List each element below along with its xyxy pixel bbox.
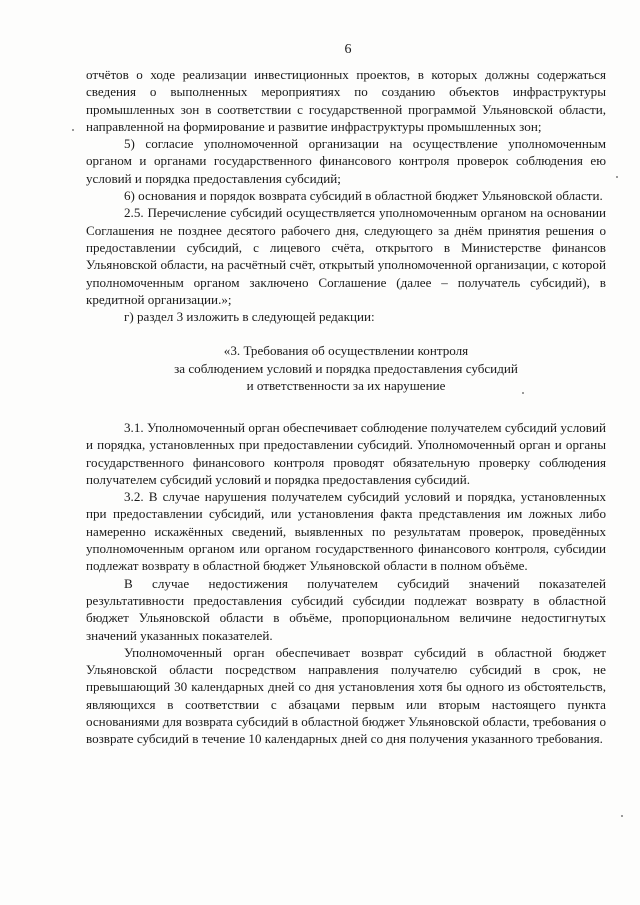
section-title-line-3: и ответственности за их нарушение [246,378,446,394]
section-3-title [86,342,606,395]
page-number: 6 [344,42,352,57]
paragraph-instruction-g: г) раздел 3 изложить в следующей редакции: [124,309,375,325]
section-title-line-1: «3. Требования об осуществлении контроля [223,343,469,359]
paragraph-reports-continuation: отчётов о ходе реализации инвестиционных проектов, в которых должны содержаться сведения о выполненных мероприятиях по созданию объектов инфраструктуры промышленных зон в соответствии с государственной программой Ульяновской области, направленной на формирование и развитие инфраструктуры промышленных зон; [86,67,606,134]
paragraph-3-2-underachievement: В случае недостижения получателем субсидий значений показателей результативности предоставления субсидий субсидии подлежат возврату в областной бюджет Ульяновской области в объёме, пропорциональном величине недостигнутых значений указанных показателей. [86,575,606,643]
paragraph-3-1: 3.1. Уполномоченный орган обеспечивает соблюдение получателем субсидий условий и порядка, установленных при предоставлении субсидий. Уполномоченный орган и органы государственного финансового контроля проводят обязательную проверку соблюдения получателем субсидий условий и порядка предоставления субсидий. [86,419,606,487]
scan-speck [522,392,524,394]
paragraph-2-5: 2.5. Перечисление субсидий осуществляется уполномоченным органом на основании Соглашения не позднее десятого рабочего дня, следующего за днём принятия решения о предоставлении субсидий, с лицевого счёта, открытого в Министерстве финансов Ульяновской области, на расчётный счёт, открытый уполномоченной организации, с которой уполномоченным органом заключено Соглашение (далее – получатель субсидий), в кредитной организации.»; [86,205,606,307]
paragraph-item-6: 6) основания и порядок возврата субсидий в областной бюджет Ульяновской области. [124,188,603,204]
scan-speck [621,815,623,817]
paragraph-3-2-return: Уполномоченный орган обеспечивает возврат субсидий в областной бюджет Ульяновской области посредством направления получателю субсидий в срок, не превышающий 30 календарных дней со дня установления хотя бы одного из обстоятельств, являющихся в соответствии с абзацами первым или вторым настоящего пункта основаниями для возврата субсидий в областной бюджет Ульяновской области, требования о возврате субсидий в течение 10 календарных дней со дня получения указанного требования. [86,644,606,747]
scan-speck [72,129,74,131]
paragraph-3-2: 3.2. В случае нарушения получателем субсидий условий и порядка, установленных при предоставлении субсидий, или установления факта представления им ложных либо намеренно искажённых сведений, выявленных по результатам проверок, проведённых уполномоченным органом или органом государственного финансового контроля, субсидии подлежат возврату в областной бюджет Ульяновской области в полном объёме. [86,489,606,574]
paragraph-item-5: 5) согласие уполномоченной организации на осуществление уполномоченным органом и органами государственного финансового контроля проверок соблюдения ею условий и порядка предоставления субсидий; [86,136,606,186]
section-title-line-2: за соблюдением условий и порядка предоставления субсидий [174,360,518,376]
scan-speck [616,176,618,178]
document-body [86,66,606,748]
